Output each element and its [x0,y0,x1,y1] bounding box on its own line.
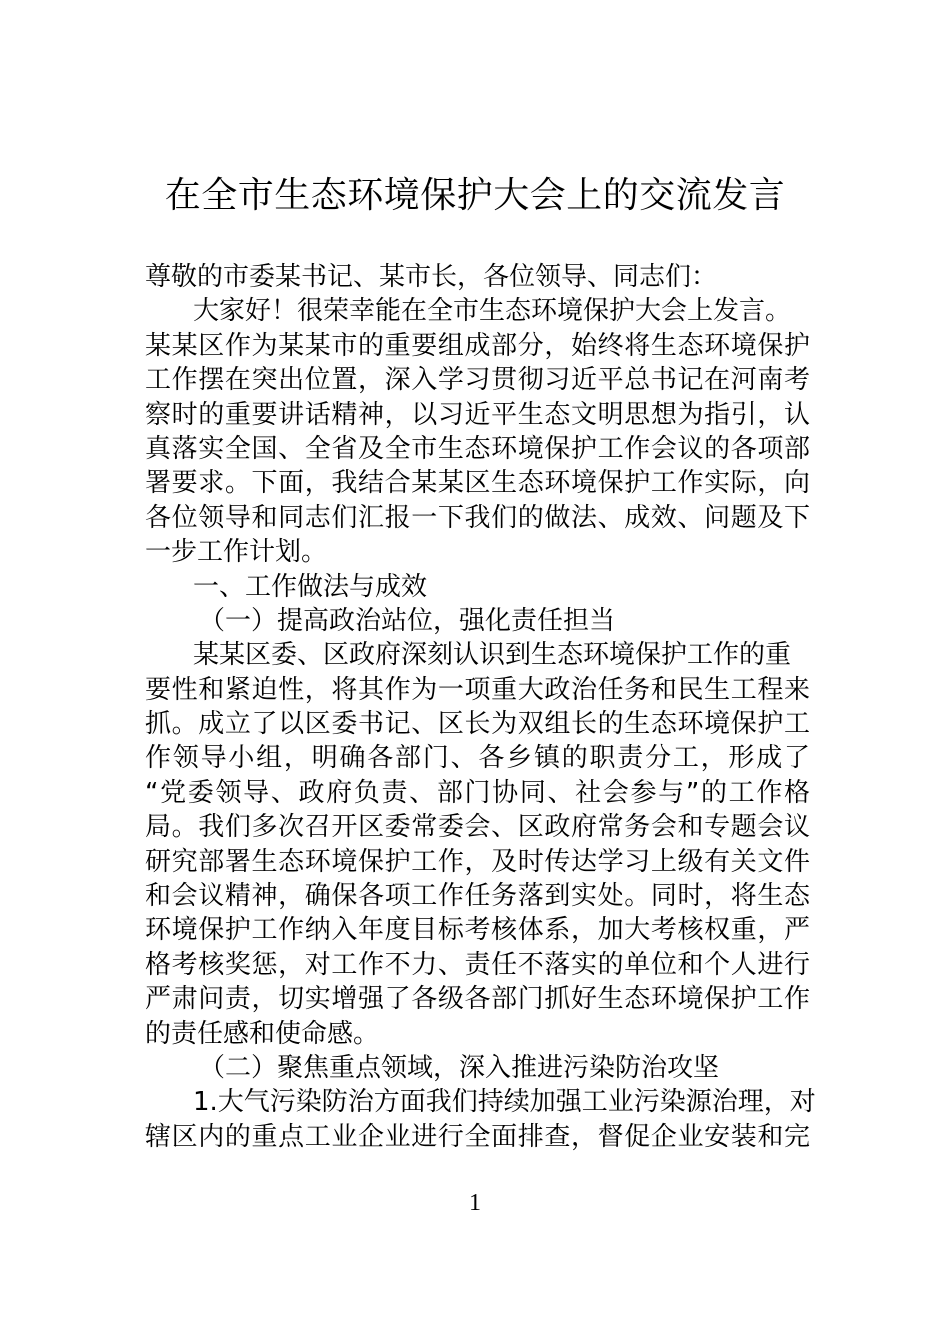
subsection-heading: （二）聚焦重点领域，深入推进污染防治攻坚 [199,1052,720,1083]
paragraph-line: 的责任感和使命感。 [145,1018,380,1049]
paragraph-line: 1.大气污染防治方面我们持续加强工业污染源治理，对 [193,1087,816,1118]
paragraph-line: 和会议精神，确保各项工作任务落到实处。同时，将生态 [145,881,810,912]
paragraph-line: 格考核奖惩，对工作不力、责任不落实的单位和个人进行 [145,949,810,980]
paragraph-line: 某某区委、区政府深刻认识到生态环境保护工作的重 [193,640,792,671]
paragraph-line: 察时的重要讲话精神，以习近平生态文明思想为指引，认 [145,399,810,430]
document-body [145,260,816,1154]
paragraph-line: 某某区作为某某市的重要组成部分，始终将生态环境保护 [145,330,810,361]
paragraph-line: 要性和紧迫性，将其作为一项重大政治任务和民生工程来 [145,674,810,705]
paragraph-line: 研究部署生态环境保护工作，及时传达学习上级有关文件 [145,846,810,877]
paragraph-line: 辖区内的重点工业企业进行全面排查，督促企业安装和完 [145,1121,810,1152]
paragraph-line: 真落实全国、全省及全市生态环境保护工作会议的各项部 [145,433,810,464]
subsection-heading: （一）提高政治站位，强化责任担当 [199,605,616,636]
paragraph-line: 抓。成立了以区委书记、区长为双组长的生态环境保护工 [145,709,810,740]
paragraph-line: 一步工作计划。 [145,537,328,568]
section-heading: 一、工作做法与成效 [193,571,428,602]
paragraph-line: 局。我们多次召开区委常委会、区政府常务会和专题会议 [145,812,810,843]
paragraph-line: 署要求。下面，我结合某某区生态环境保护工作实际，向 [145,468,810,499]
salutation-line: 尊敬的市委某书记、某市长，各位领导、同志们： [145,262,718,292]
document-title: 在全市生态环境保护大会上的交流发言 [164,175,786,216]
paragraph-line: 工作摆在突出位置，深入学习贯彻习近平总书记在河南考 [145,365,810,396]
paragraph-line: “党委领导、政府负责、部门协同、社会参与”的工作格 [145,777,810,808]
paragraph-line: 各位领导和同志们汇报一下我们的做法、成效、问题及下 [145,502,810,533]
paragraph-line: 大家好！很荣幸能在全市生态环境保护大会上发言。 [193,296,792,327]
page-number: 1 [469,1190,481,1216]
paragraph-line: 作领导小组，明确各部门、各乡镇的职责分工，形成了 [145,743,810,774]
paragraph-line: 环境保护工作纳入年度目标考核体系，加大考核权重，严 [145,915,810,946]
paragraph-line: 严肃问责，切实增强了各级各部门抓好生态环境保护工作 [145,984,810,1015]
